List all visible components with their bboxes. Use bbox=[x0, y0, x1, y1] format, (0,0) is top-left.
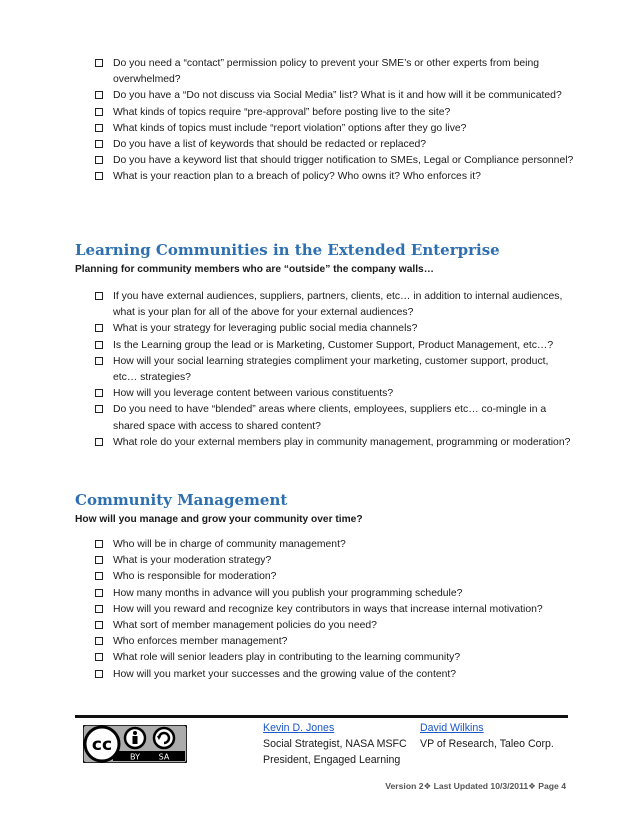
checkbox-icon[interactable] bbox=[95, 670, 103, 678]
checklist-item-text: What sort of member management policies do you need? bbox=[113, 620, 377, 632]
checklist-item bbox=[95, 435, 575, 451]
checklist-item-text: What role will senior leaders play in contributing to the learning community? bbox=[113, 652, 461, 664]
checkbox-icon[interactable] bbox=[95, 572, 103, 580]
version-label: Version 2 bbox=[385, 781, 424, 791]
author-block-kevin bbox=[263, 720, 407, 768]
checkbox-icon[interactable] bbox=[95, 621, 103, 629]
checklist-item-text: If you have external audiences, suppliers, partners, clients, etc… in addition to internal audiences, what is your plan for all of the above for your external audiences? bbox=[113, 291, 563, 319]
checklist-item bbox=[95, 586, 575, 602]
checklist-item bbox=[95, 105, 575, 121]
page-number: Page 4 bbox=[538, 781, 566, 791]
checklist-item bbox=[95, 354, 575, 386]
checklist-item bbox=[95, 569, 575, 585]
checkbox-icon[interactable] bbox=[95, 405, 103, 413]
cc-mark: cc bbox=[91, 735, 113, 755]
license-sa-label: SA bbox=[158, 752, 170, 762]
section-subheading-extended-enterprise: Planning for community members who are “outside” the company walls… bbox=[75, 264, 434, 275]
checkbox-icon[interactable] bbox=[95, 605, 103, 613]
footer-divider bbox=[75, 715, 568, 718]
checklist-item bbox=[95, 553, 575, 569]
separator-icon: ❖ bbox=[528, 781, 536, 791]
checklist-item bbox=[95, 153, 575, 169]
checklist-item bbox=[95, 289, 575, 321]
checklist-item bbox=[95, 634, 575, 650]
checkbox-icon[interactable] bbox=[95, 341, 103, 349]
checklist-item-text: Who enforces member management? bbox=[113, 636, 288, 648]
checklist-item-text: How will you reward and recognize key contributors in ways that increase internal motivation? bbox=[113, 603, 543, 615]
checkbox-icon[interactable] bbox=[95, 108, 103, 116]
license-by-label: BY bbox=[130, 752, 140, 762]
last-updated-label: Last Updated 10/3/2011 bbox=[433, 781, 529, 791]
checklist-item-text: What is your moderation strategy? bbox=[113, 555, 272, 567]
section-subheading-community-management: How will you manage and grow your community over time? bbox=[75, 514, 363, 525]
checkbox-icon[interactable] bbox=[95, 140, 103, 148]
author-title: Social Strategist, NASA MSFC bbox=[263, 738, 407, 750]
checklist-item-text: How will your social learning strategies compliment your marketing, customer support, product, etc… strategies? bbox=[113, 355, 549, 384]
checkbox-icon[interactable] bbox=[95, 357, 103, 365]
checklist-item-text: Who is responsible for moderation? bbox=[113, 571, 277, 583]
author-block-david bbox=[420, 720, 554, 752]
author-name-link[interactable]: Kevin D. Jones bbox=[263, 722, 335, 734]
checklist-item-text: What role do your external members play in community management, programming or moderation? bbox=[113, 436, 571, 448]
community-management-checklist bbox=[95, 537, 575, 683]
checklist-item-text: Is the Learning group the lead or is Marketing, Customer Support, Product Management, etc…? bbox=[113, 339, 554, 351]
checkbox-icon[interactable] bbox=[95, 156, 103, 164]
checklist-item-text: Do you have a “Do not discuss via Social Media” list? What is it and how will it be communicated? bbox=[113, 90, 562, 102]
checklist-item-text: What is your strategy for leveraging public social media channels? bbox=[113, 323, 418, 335]
author-title: VP of Research, Taleo Corp. bbox=[420, 738, 554, 750]
author-title: President, Engaged Learning bbox=[263, 754, 401, 766]
separator-icon: ❖ bbox=[423, 781, 432, 791]
checkbox-icon[interactable] bbox=[95, 653, 103, 661]
checklist-item bbox=[95, 169, 575, 185]
checkbox-icon[interactable] bbox=[95, 589, 103, 597]
checklist-item bbox=[95, 402, 575, 434]
checkbox-icon[interactable] bbox=[95, 438, 103, 446]
checkbox-icon[interactable] bbox=[95, 324, 103, 332]
checklist-item-text: Do you have a list of keywords that should be redacted or replaced? bbox=[113, 139, 427, 151]
checkbox-icon[interactable] bbox=[95, 172, 103, 180]
checklist-item-text: How will you leverage content between various constituents? bbox=[113, 388, 394, 400]
checklist-item-text: Who will be in charge of community management? bbox=[113, 539, 346, 550]
checklist-item bbox=[95, 321, 575, 337]
checklist-item bbox=[95, 618, 575, 634]
page-footer bbox=[385, 781, 566, 792]
checklist-item bbox=[95, 88, 575, 104]
section-heading-extended-enterprise: Learning Communities in the Extended Enterprise bbox=[75, 241, 500, 259]
checklist-item bbox=[95, 602, 575, 618]
checklist-item bbox=[95, 338, 575, 354]
extended-enterprise-checklist bbox=[95, 289, 575, 451]
author-name-link[interactable]: David Wilkins bbox=[420, 722, 484, 734]
checkbox-icon[interactable] bbox=[95, 556, 103, 564]
checkbox-icon[interactable] bbox=[95, 59, 103, 67]
policy-checklist bbox=[95, 56, 575, 186]
checklist-item bbox=[95, 121, 575, 137]
checklist-item-text: Do you need to have “blended” areas where clients, employees, suppliers etc… co-mingle in a shared space with access to shared content? bbox=[113, 404, 547, 432]
section-heading-community-management: Community Management bbox=[75, 491, 288, 509]
checklist-item-text: Do you have a keyword list that should trigger notification to SMEs, Legal or Compliance personnel? bbox=[113, 155, 574, 167]
checklist-item-text: How many months in advance will you publish your programming schedule? bbox=[113, 587, 463, 599]
checkbox-icon[interactable] bbox=[95, 540, 103, 548]
checklist-item bbox=[95, 537, 575, 553]
checklist-item-text: What kinds of topics require “pre-approval” before posting live to the site? bbox=[113, 106, 451, 118]
checklist-item-text: What is your reaction plan to a breach of policy? Who owns it? Who enforces it? bbox=[113, 171, 481, 183]
checkbox-icon[interactable] bbox=[95, 124, 103, 132]
checklist-item bbox=[95, 386, 575, 402]
creative-commons-by-sa-logo bbox=[83, 725, 187, 763]
checklist-item-text: How will you market your successes and the growing value of the content? bbox=[113, 668, 457, 680]
checklist-item bbox=[95, 650, 575, 666]
checklist-item bbox=[95, 667, 575, 683]
checklist-item bbox=[95, 56, 575, 88]
checkbox-icon[interactable] bbox=[95, 292, 103, 300]
checklist-item bbox=[95, 137, 575, 153]
checklist-item-text: Do you need a “contact” permission policy to prevent your SME’s or other experts from being overwhelmed? bbox=[113, 58, 540, 86]
checklist-item-text: What kinds of topics must include “report violation” options after they go live? bbox=[113, 122, 467, 134]
checkbox-icon[interactable] bbox=[95, 389, 103, 397]
checkbox-icon[interactable] bbox=[95, 91, 103, 99]
checkbox-icon[interactable] bbox=[95, 637, 103, 645]
